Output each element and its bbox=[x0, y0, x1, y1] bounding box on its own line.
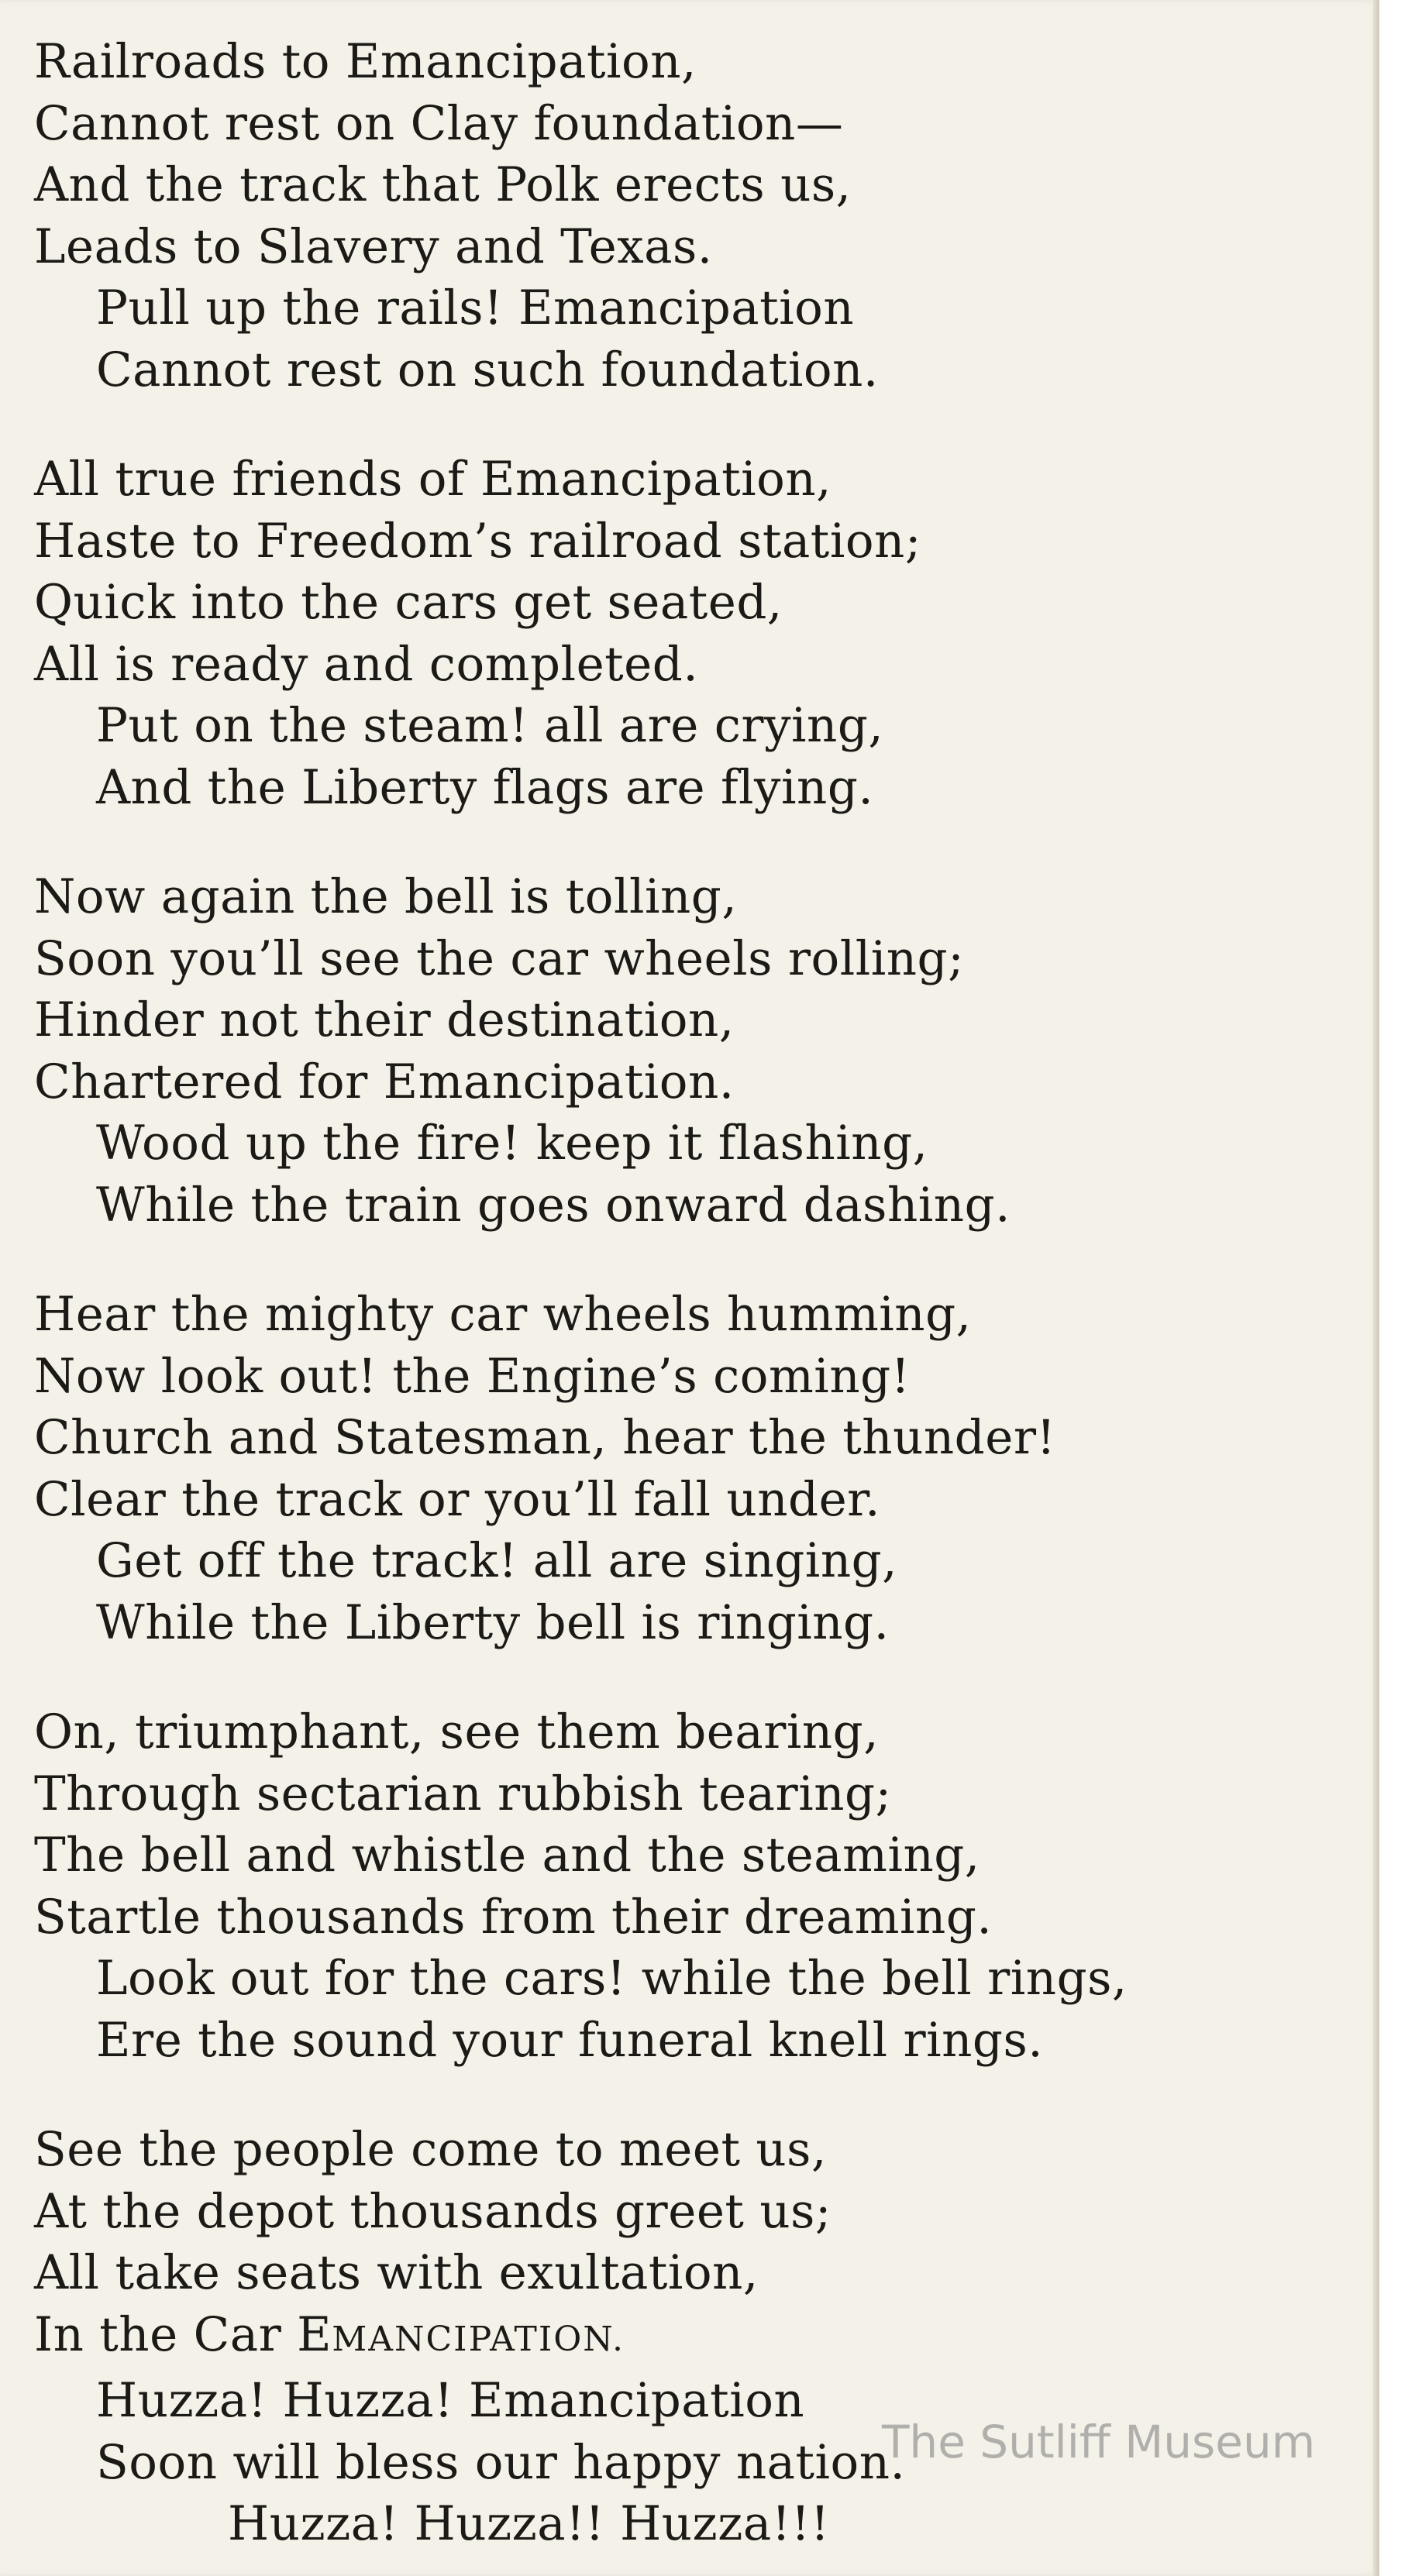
poem-line: Quick into the cars get seated, bbox=[34, 575, 783, 630]
small-caps-rest: MANCIPATION. bbox=[332, 2319, 625, 2359]
poem-line: Now again the bell is tolling, bbox=[34, 869, 738, 924]
poem-line: All is ready and completed. bbox=[34, 636, 699, 692]
refrain-line: Wood up the fire! keep it flashing, bbox=[96, 1116, 928, 1171]
refrain-line: Pull up the rails! Emancipation bbox=[96, 280, 855, 335]
poem-line: All take seats with exultation, bbox=[34, 2245, 759, 2300]
poem-line: The bell and whistle and the steaming, bbox=[34, 1828, 980, 1883]
poem-line: Now look out! the Engine’s coming! bbox=[34, 1348, 911, 1404]
small-caps-initial: E bbox=[297, 2306, 332, 2362]
stanza-1 bbox=[34, 31, 1351, 401]
poem-line: Clear the track or you’ll fall under. bbox=[34, 1471, 881, 1527]
refrain-line: Put on the steam! all are crying, bbox=[96, 698, 884, 753]
stanza-2 bbox=[34, 449, 1351, 818]
refrain-line: While the train goes onward dashing. bbox=[96, 1177, 1011, 1233]
refrain-line: Cannot rest on such foundation. bbox=[96, 342, 879, 397]
poem-line: Through sectarian rubbish tearing; bbox=[34, 1766, 892, 1821]
poem-line: All true friends of Emancipation, bbox=[34, 452, 832, 507]
refrain-line: Soon will bless our happy nation. bbox=[96, 2434, 906, 2490]
poem-line: At the depot thousands greet us; bbox=[34, 2183, 832, 2239]
poem-line: And the track that Polk erects us, bbox=[34, 157, 852, 212]
stanza-6 bbox=[34, 2119, 1351, 2555]
poem-line: See the people come to meet us, bbox=[34, 2122, 827, 2177]
refrain-line: Ere the sound your funeral knell rings. bbox=[96, 2012, 1044, 2068]
stanza-4 bbox=[34, 1284, 1351, 1653]
poem-line: Hinder not their destination, bbox=[34, 992, 735, 1047]
poem-line: Leads to Slavery and Texas. bbox=[34, 218, 713, 274]
poem-line: Soon you’ll see the car wheels rolling; bbox=[34, 930, 965, 986]
refrain-line: Look out for the cars! while the bell rings, bbox=[96, 1951, 1128, 2006]
stanza-5 bbox=[34, 1701, 1351, 2071]
refrain-line: And the Liberty flags are flying. bbox=[96, 759, 874, 815]
page-edge bbox=[1373, 0, 1379, 2576]
poem-line: Cannot rest on Clay foundation— bbox=[34, 95, 844, 151]
refrain-line: While the Liberty bell is ringing. bbox=[96, 1594, 890, 1650]
poem-line: Startle thousands from their dreaming. bbox=[34, 1889, 993, 1945]
museum-watermark: The Sutliff Museum bbox=[882, 2416, 1316, 2468]
refrain-line: Get off the track! all are singing, bbox=[96, 1533, 898, 1588]
poem-line: Chartered for Emancipation. bbox=[34, 1054, 735, 1109]
poem-line: Church and Statesman, hear the thunder! bbox=[34, 1410, 1056, 1465]
line-prefix: In the Car bbox=[34, 2306, 298, 2362]
poem-line: Railroads to Emancipation, bbox=[34, 34, 697, 89]
poem-line: On, triumphant, see them bearing, bbox=[34, 1704, 880, 1759]
poem-line: Haste to Freedom’s railroad station; bbox=[34, 513, 921, 569]
poem-line-small-caps bbox=[34, 2304, 1351, 2371]
closing-line: Huzza! Huzza!! Huzza!!! bbox=[228, 2496, 830, 2551]
stanza-3 bbox=[34, 866, 1351, 1236]
poem-line: Hear the mighty car wheels humming, bbox=[34, 1287, 972, 1342]
poem-text bbox=[34, 31, 1351, 2555]
refrain-line: Huzza! Huzza! Emancipation bbox=[96, 2373, 805, 2428]
